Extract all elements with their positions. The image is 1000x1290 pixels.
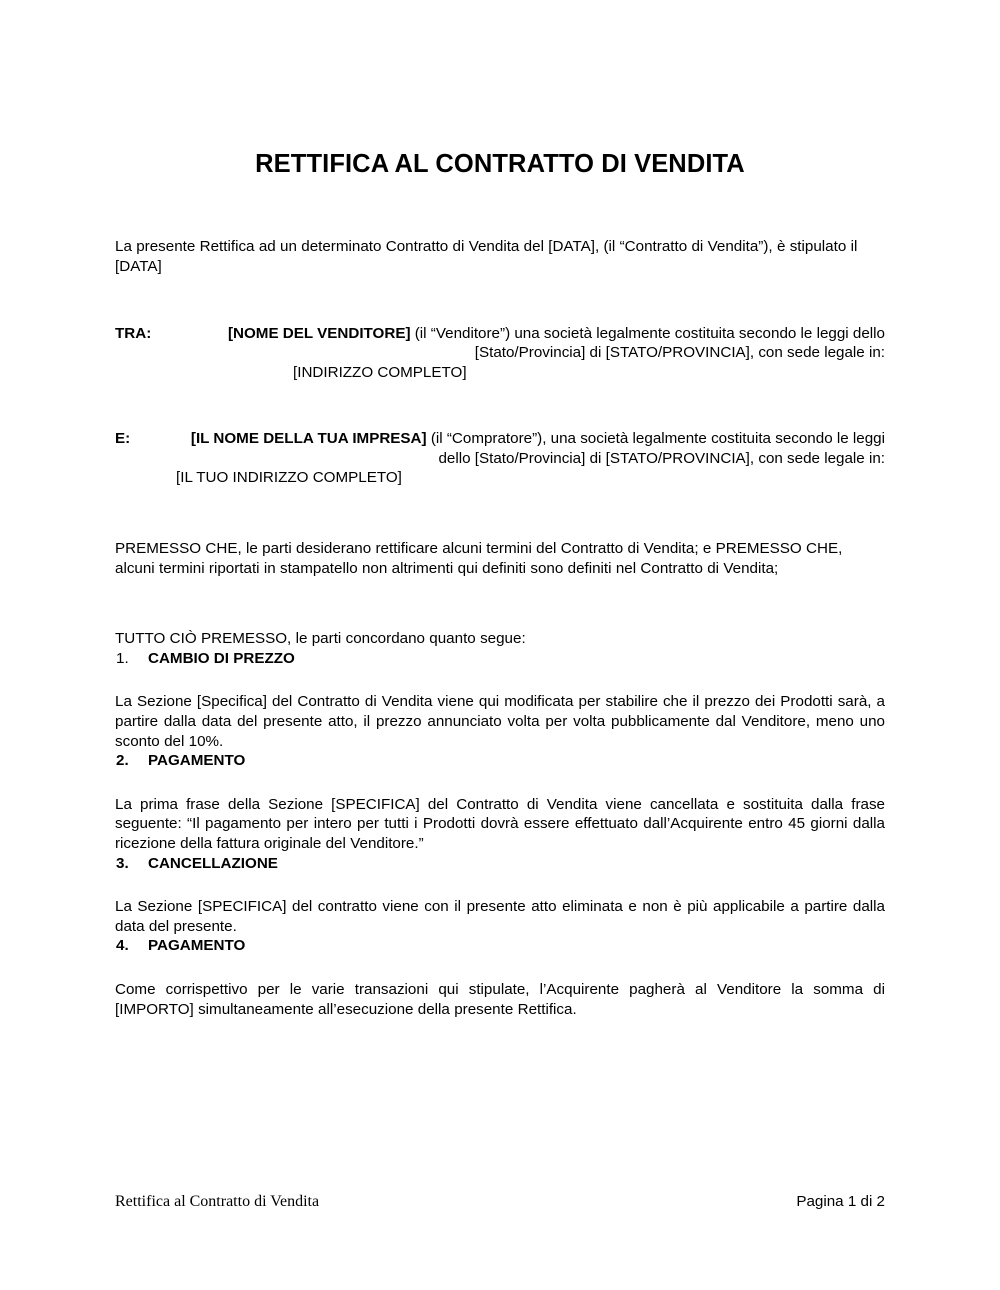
- section-number-1: 1.: [116, 649, 129, 667]
- footer-page-number: Pagina 1 di 2: [796, 1193, 885, 1210]
- buyer-description: (il “Compratore”), una società legalmente costituita secondo le leggi dello [Stato/Provincia] di [STATO/PROVINCIA], con sede legale in:: [430, 430, 885, 467]
- page-footer: [115, 1192, 885, 1212]
- section-body-2: La prima frase della Sezione [SPECIFICA] del Contratto di Vendita viene cancellata e sostituita dalla frase seguente: “Il pagamento per intero per tutti i Prodotti dovrà essere effettuato dall’Acquirente entro 45 giorni dalla ricezione della fattura originale del Venditore.”: [115, 795, 885, 852]
- section-body-3: La Sezione [SPECIFICA] del contratto viene con il presente atto eliminata e non è più applicabile a partire dalla data del presente.: [115, 898, 885, 935]
- section-title-3: CANCELLAZIONE: [148, 854, 278, 872]
- section-body-1: La Sezione [Specifica] del Contratto di Vendita viene qui modificata per stabilire che il prezzo dei Prodotti sarà, a partire dalla data del presente atto, il prezzo annunciato volta per volta pubblicamente dal Venditore, meno uno sconto del 10%.: [115, 693, 885, 750]
- intro-paragraph: La presente Rettifica ad un determinato Contratto di Vendita del [DATA], (il “Contratto di Vendita”), è stipulato il [DATA]: [115, 238, 858, 275]
- buyer-name: [IL NOME DELLA TUA IMPRESA]: [190, 430, 427, 448]
- recital-premesso: PREMESSO CHE, le parti desiderano rettificare alcuni termini del Contratto di Vendita; e PREMESSO CHE, alcuni termini riportati in stampatello non altrimenti qui definiti sono definiti nel Contratto di Vendita;: [115, 540, 843, 577]
- section-heading-4: [115, 936, 885, 956]
- seller-address: [INDIRIZZO COMPLETO]: [293, 363, 467, 381]
- section-body-4: Come corrispettivo per le varie transazioni qui stipulate, l’Acquirente pagherà al Venditore la somma di [IMPORTO] simultaneamente all’esecuzione della presente Rettifica.: [115, 980, 885, 1018]
- section-number-4: 4.: [116, 937, 129, 955]
- section-title-4: PAGAMENTO: [148, 937, 246, 955]
- page-title: RETTIFICA AL CONTRATTO DI VENDITA: [255, 150, 745, 178]
- party-text-seller: [177, 324, 885, 363]
- recital-tutto-cio: TUTTO CIÒ PREMESSO, le parti concordano quanto segue:: [115, 630, 526, 648]
- seller-name: [NOME DEL VENDITORE]: [227, 324, 411, 342]
- section-title-1: CAMBIO DI PREZZO: [148, 649, 295, 667]
- document-content: [115, 0, 885, 1019]
- section-heading-3: [115, 854, 885, 874]
- party-label-buyer: E:: [115, 430, 131, 448]
- footer-document-name: Rettifica al Contratto di Vendita: [115, 1193, 320, 1210]
- section-number-2: 2.: [116, 752, 129, 770]
- section-heading-2: [115, 751, 885, 771]
- party-text-buyer: [177, 429, 885, 468]
- section-heading-1: [115, 649, 885, 669]
- party-block-buyer: [115, 429, 885, 468]
- section-title-2: PAGAMENTO: [148, 752, 246, 770]
- buyer-address: [IL TUO INDIRIZZO COMPLETO]: [176, 469, 402, 487]
- party-block-seller: [115, 324, 885, 363]
- party-label-seller: TRA:: [115, 324, 152, 342]
- seller-description: (il “Venditore”) una società legalmente costituita secondo le leggi dello [Stato/Provincia] di [STATO/PROVINCIA], con sede legale in:: [414, 324, 885, 362]
- section-number-3: 3.: [116, 854, 129, 872]
